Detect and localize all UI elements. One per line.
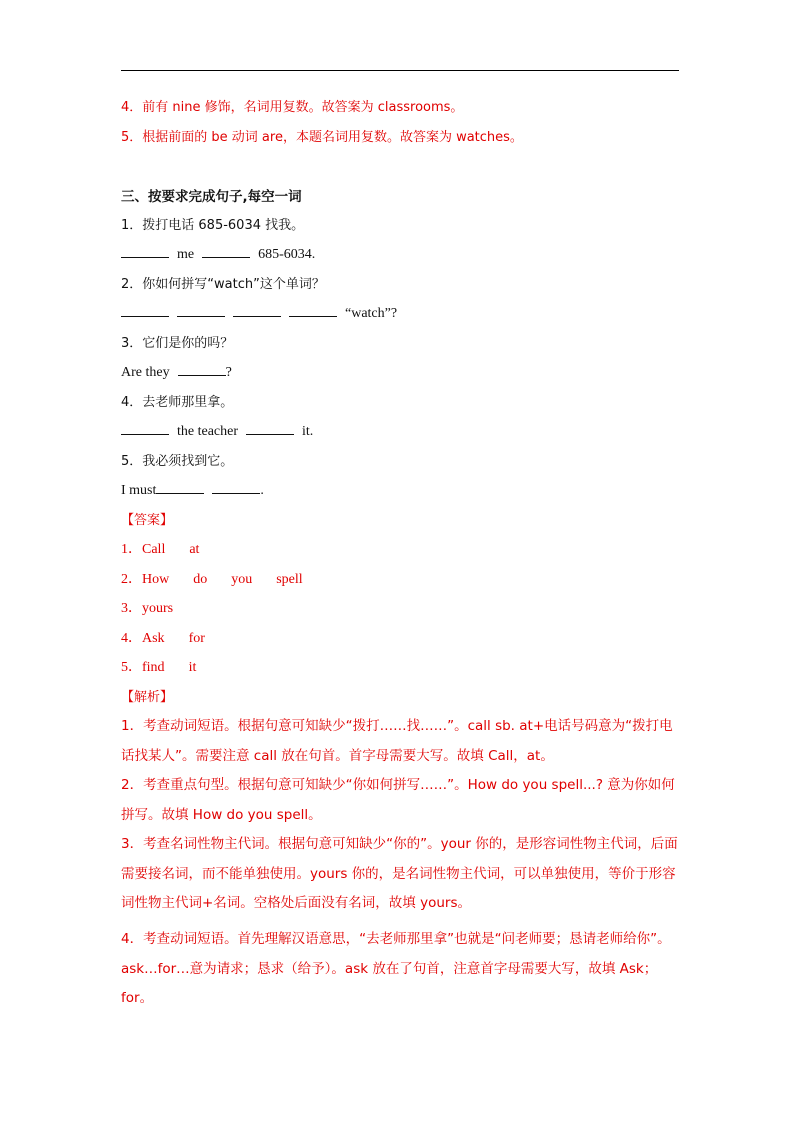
question-5-start: I must: [121, 483, 157, 498]
question-1: 1．拨打电话 685-6034 找我。: [121, 218, 305, 233]
question-5-blanks: [121, 481, 264, 501]
analysis-3: 3．考查名词性物主代词。根据句意可知缺少“你的”。your 你的，是形容词性物主代词，后面需要接名词，而不能单独使用。yours 你的，是名词性物主代词，可以单独使用，等价于形容词性物主代词+名词。空格处后面没有名词，故填 yours。: [121, 836, 678, 911]
analysis-2: 2．考查重点句型。根据句意可知缺少“你如何拼写……”。How do you spell...? 意为你如何拼写。故填 How do you spell。: [121, 777, 675, 823]
question-2-end: “watch”?: [345, 306, 398, 321]
question-1-word: me: [177, 247, 195, 262]
analysis-1: 1．考查动词短语。根据句意可知缺少“拨打……找……”。call sb. at+电话号码意为“拨打电话找某人”。需要注意 call 放在句首。首字母需要大写。故填 Call，at。: [121, 718, 673, 764]
blank: [202, 245, 250, 258]
blank: [233, 304, 281, 317]
answer-5: 5．find it: [121, 660, 197, 675]
header-rule: [121, 70, 679, 71]
answer-3: 3．yours: [121, 601, 174, 616]
question-4-word: the teacher: [177, 424, 239, 439]
answer-label: 【答案】: [121, 513, 174, 528]
blank: [178, 363, 226, 376]
blank: [246, 422, 294, 435]
answer-2: 2．How do you spell: [121, 572, 303, 587]
question-2: 2．你如何拼写“watch”这个单词？: [121, 277, 325, 292]
question-3-end: ?: [225, 365, 232, 380]
blank: [212, 481, 260, 494]
question-5-end: .: [260, 483, 264, 498]
answer-1: 1．Call at: [121, 542, 200, 557]
question-5: 5．我必须找到它。: [121, 454, 234, 469]
blank: [121, 422, 169, 435]
question-4-end: it.: [302, 424, 314, 439]
prev-answer-5: 5．根据前面的 be 动词 are，本题名词用复数。故答案为 watches。: [121, 130, 523, 145]
analysis-4: 4．考查动词短语。首先理解汉语意思，“去老师那里拿”也就是“问老师要；恳请老师给你”。ask…for…意为请求；恳求（给予）。ask 放在了句首，注意首字母需要大写，故填 Ask；for。: [121, 931, 671, 1006]
section-title: 三、按要求完成句子,每空一词: [121, 189, 302, 205]
answer-4: 4．Ask for: [121, 631, 205, 646]
blank: [121, 304, 169, 317]
blank: [156, 481, 204, 494]
prev-answer-4: 4．前有 nine 修饰，名词用复数。故答案为 classrooms。: [121, 100, 464, 115]
blank: [289, 304, 337, 317]
blank: [177, 304, 225, 317]
question-1-end: 685-6034.: [258, 247, 316, 262]
question-1-blanks: [121, 245, 315, 265]
question-4: 4．去老师那里拿。: [121, 395, 234, 410]
question-3: 3．它们是你的吗？: [121, 336, 234, 351]
question-3-blanks: [121, 363, 232, 383]
question-2-blanks: [121, 304, 397, 324]
question-3-start: Are they: [121, 365, 170, 380]
analysis-label: 【解析】: [121, 690, 174, 705]
blank: [121, 245, 169, 258]
question-4-blanks: [121, 422, 313, 442]
